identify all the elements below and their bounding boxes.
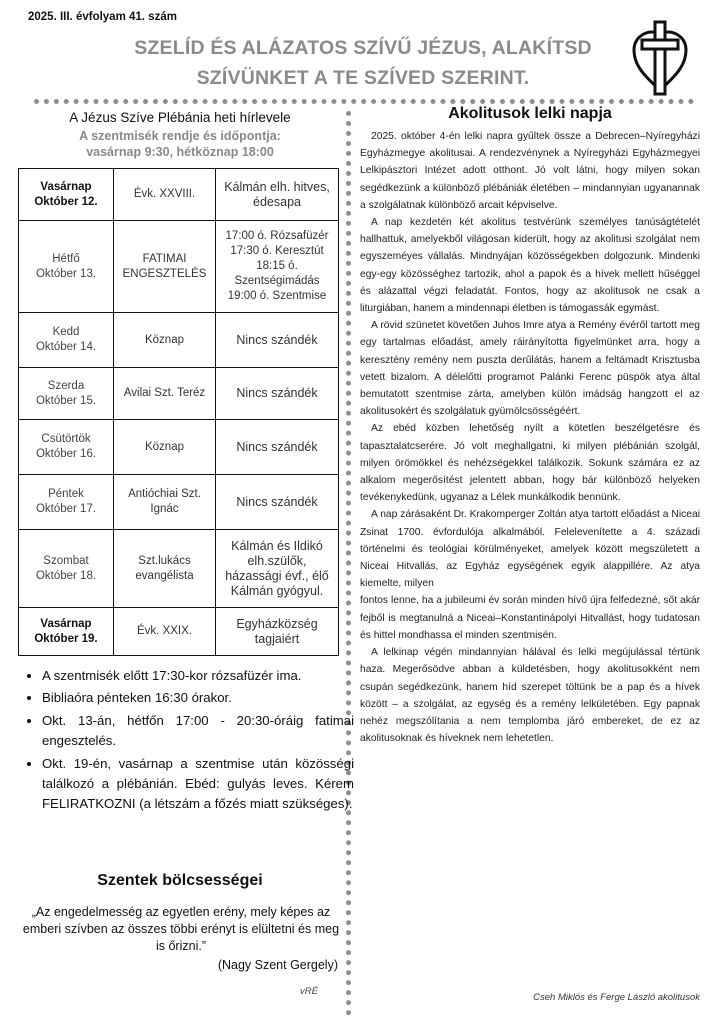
day-name: Hétfő (52, 252, 80, 265)
quote-source: (Nagy Szent Gergely) (217, 958, 338, 972)
schedule-occasion: Köznap (114, 420, 216, 475)
day-name: Kedd (52, 326, 80, 338)
note-item: • Okt. 13-án, hétfőn 17:00 - 20:30-óráig fatimai engesztelés. (42, 711, 354, 752)
schedule-intention: Kálmán és Ildikó elh.szülők, házassági évf., élő Kálmán gyógyul. (216, 530, 339, 608)
article-paragraph: Az ebéd közben lehetőség nyílt a kötetlen beszélgetésre és tapasztalatcserére. Jó volt meghallgatni, ki milyen plébánián szolgál, milyen örömökkel és nehézségekkel találkozik. Sokunk számára ez az alkalom megerősítést jelentett abban, hogy bár különböző helyeken tevékenykedünk, ugyanaz a Lélek munkálkodik bennünk. (360, 423, 700, 504)
day-date: Október 12. (34, 195, 98, 208)
schedule-row (19, 313, 339, 368)
day-date: Október 14. (35, 341, 97, 353)
saint-quote: „Az engedelmesség az egyetlen erény, mely képes az emberi szívben az összes többi erényt is elültetni és meg is őrizni.” (22, 905, 340, 953)
schedule-intention: 17:00 ó. Rózsafüzér 17:30 ó. Keresztút 18:15 ó. Szentségimádás 19:00 ó. Szentmise (216, 221, 339, 313)
schedule-occasion: Avilai Szt. Teréz (114, 368, 216, 420)
schedule-intention: Nincs szándék (216, 420, 339, 475)
schedule-row (19, 475, 339, 530)
schedule-day (19, 368, 114, 420)
note-item: • Okt. 19-én, vasárnap a szentmise után közösségi találkozó a plébánián. Ebéd: gulyás leves. Kérem FELIRATKOZNI (a létszám a főzés miatt szükséges). (42, 754, 354, 815)
cross-heart-icon (632, 20, 688, 96)
schedule-day (19, 221, 114, 313)
notes-list (26, 666, 354, 817)
mass-title-text: A szentmisék rendje és időpontja: (79, 129, 281, 143)
schedule-occasion: FATIMAI ENGESZTELÉS (114, 221, 216, 313)
column-divider (346, 111, 351, 1016)
day-date: Október 13. (35, 267, 97, 280)
schedule-day (19, 475, 114, 530)
mass-schedule-title (20, 128, 340, 160)
article-paragraph: A nap zárásaként Dr. Krakomperger Zoltán atya tartott előadást a Niceai Zsinat 1700. évfordulója alkalmából. Felelevenítette a 4. századi történelmi és teológiai körülményeket, amelyek között megszületett a Niceai Hitvallás, az Egyház egységének egyik alappillére. Az atya kiemelte, milyen (360, 509, 700, 590)
schedule-occasion: Évk. XXIX. (114, 608, 216, 656)
schedule-row (19, 221, 339, 313)
day-name: Szombat (43, 554, 89, 567)
schedule-day (19, 313, 114, 368)
day-name: Péntek (48, 488, 84, 500)
article-paragraph: A lelkinap végén mindannyian hálával és lelki megújulással tértünk haza. Megerősödve abban a küldetésben, hogy akolitusokként nem csupán segédkezünk, hanem híd szerepet töltünk be a pap és a hívek között – a szolgálat, az egység és a remény lelkületében. Egy papnak nehéz megszólítania a nem templomba járó embereket, de ez az akolitusoknak és híveknek nem lehetetlen. (360, 647, 700, 745)
schedule-row (19, 420, 339, 475)
article-signature: Cseh Miklós és Ferge László akolitusok (533, 992, 700, 1003)
schedule-occasion: Szt.lukács evangélista (114, 530, 216, 608)
day-date: Október 18. (35, 569, 97, 582)
schedule-occasion: Évk. XXVIII. (114, 169, 216, 221)
bulletin-title: A Jézus Szíve Plébánia heti hírlevele (69, 110, 291, 125)
schedule-day (19, 169, 114, 221)
schedule-day (19, 608, 114, 656)
day-name: Vasárnap (40, 180, 92, 193)
article-paragraph: fontos lenne, ha a jubileumi év során minden hívő újra felfedezné, sőt akár fejből is megtanulná a Niceai–Konstantinápolyi Hitvallást, hogy tudatosan és hittel mondhassa el minden szentmisén. (360, 595, 700, 641)
header-divider (34, 99, 694, 104)
schedule-row (19, 368, 339, 420)
day-date: Október 15. (35, 394, 97, 407)
schedule-intention: Nincs szándék (216, 313, 339, 368)
schedule-intention: Nincs szándék (216, 368, 339, 420)
day-date: Október 19. (34, 632, 98, 645)
issue-number: 2025. III. évfolyam 41. szám (28, 11, 177, 23)
schedule-occasion: Köznap (114, 313, 216, 368)
schedule-day (19, 420, 114, 475)
day-name: Csütörtök (41, 433, 91, 445)
wisdom-heading: Szentek bölcsességei (97, 872, 263, 889)
day-name: Vasárnap (40, 617, 92, 630)
article-paragraph: A nap kezdetén két akolitus testvérünk személyes tanúságtételét hallhattuk, amelyekből világosan kiderült, hogy az akolitusi szolgálat nem egyszeméyes vállalás. Mindnyájan közösségekben dolgozunk. Mindenki egy-egy közösséghez tartozik, ahol a papok és a hívek mellett hűséggel és alázattal végzi feladatát. Fontos, hogy az akolitusok ne csak a liturgiában, hanem a mindennapi életben is támogassák egymást. (360, 217, 700, 315)
article-body (360, 128, 700, 747)
headline-line-2: SZÍVÜNKET A TE SZÍVED SZERINT. (196, 67, 530, 89)
article-title: Akolitusok lelki napja (448, 105, 612, 122)
schedule-row (19, 608, 339, 656)
schedule-occasion: Antióchiai Szt. Ignác (114, 475, 216, 530)
day-date: Október 16. (35, 448, 97, 460)
mass-schedule-table (18, 168, 339, 656)
schedule-intention: Kálmán elh. hitves, édesapa (216, 169, 339, 221)
schedule-row (19, 530, 339, 608)
headline (98, 33, 628, 93)
schedule-intention: Nincs szándék (216, 475, 339, 530)
schedule-row (19, 169, 339, 221)
schedule-day (19, 530, 114, 608)
day-name: Szerda (47, 379, 85, 392)
editor-initials: vRÉ (300, 986, 318, 997)
note-item: • Bibliaóra pénteken 16:30 órakor. (42, 688, 354, 708)
article-paragraph: A rövid szünetet követően Juhos Imre atya a Remény évéről tartott meg egy tartalmas előadást, amely ráirányította figyelmünket arra, hogy a keresztény remény nem puszta derűlátás, hanem a feltámadt Krisztusba vetett bizalom. A délelőtti programot Palánki Ferenc püspök atya által bemutatott szentmise zárta, amelyben külön imádság hangzott el az akolitusokért és szolgálatuk gyümölcsösségéért. (360, 320, 700, 418)
note-item: • A szentmisék előtt 17:30-kor rózsafüzér ima. (42, 666, 354, 686)
schedule-intention: Egyházközség tagjaiért (216, 608, 339, 656)
day-date: Október 17. (35, 503, 97, 515)
headline-line-1: SZELÍD ÉS ALÁZATOS SZÍVŰ JÉZUS, ALAKÍTSD (134, 37, 592, 59)
mass-times-text: vasárnap 9:30, hétköznap 18:00 (86, 145, 274, 159)
article-paragraph: 2025. október 4-én lelki napra gyűltek össze a Debrecen–Nyíregyházi Egyházmegye akolitusai. A rendezvénynek a Nyíregyházi Egyházmegyei Lelkipásztori Intézet adott otthont. Jó volt látni, hogy milyen sokan segédkezünk a különböző plébániák életében – mindannyian ugyanannak a szolgálatnak különböző arcait képviselve. (360, 131, 700, 211)
